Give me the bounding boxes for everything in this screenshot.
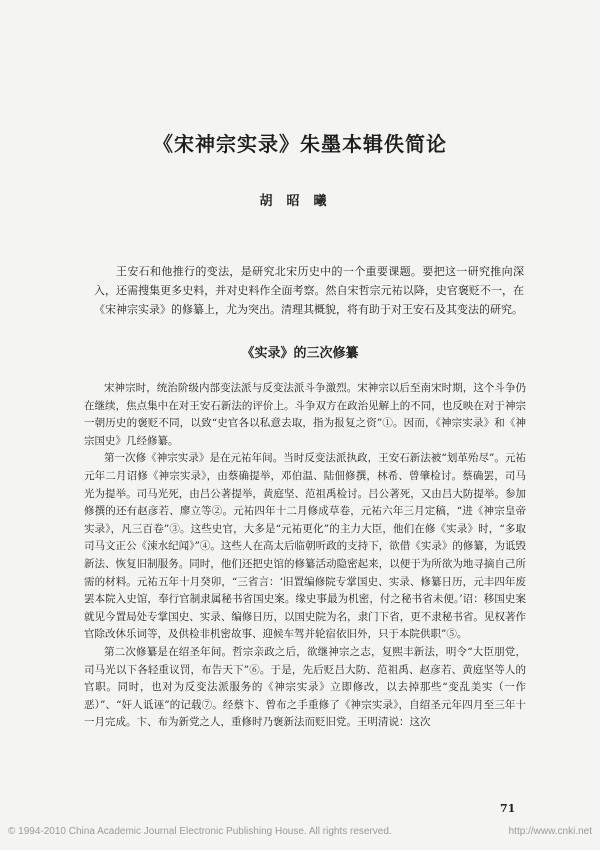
article-title: 《宋神宗实录》朱墨本辑佚简论 <box>153 132 447 156</box>
article-body <box>84 380 526 732</box>
section-heading: 《实录》的三次修纂 <box>241 346 359 361</box>
body-paragraph: 宋神宗时，统治阶级内部变法派与反变法派斗争激烈。宋神宗以后至南宋时期，这个斗争仍在继续，焦点集中在对王安石新法的评价上。斗争双方在政治见解上的不同，也反映在对于神宗一朝历史的褒贬不同，以致“史官各以私意去取，指为报复之资”①。因而，《神宗实录》和《神宗国史》几经修纂。 <box>84 382 526 447</box>
abstract-text: 王安石和他推行的变法，是研究北宋历史中的一个重要课题。要把这一研究推向深入，还需搜集更多史料，并对史料作全面考察。然自宋哲宗元祐以降，史官褒贬不一，在《宋神宗实录》的修纂上，尤为突出。清理其概貌，将有助于对王安石及其变法的研究。 <box>94 265 524 316</box>
copyright-notice: © 1994-2010 China Academic Journal Electronic Publishing House. All rights reserved. <box>8 826 392 837</box>
footer <box>8 826 592 837</box>
page-number: 71 <box>500 802 516 815</box>
article-author: 胡昭曦 <box>259 194 341 209</box>
footer-url[interactable]: http://www.cnki.net <box>508 826 592 837</box>
abstract <box>94 262 524 319</box>
body-paragraph: 第二次修纂是在绍圣年间。哲宗亲政之后，欲继神宗之志，复熙丰新法，明令“大臣朋党，司马光以下各轻重议罚，布告天下”⑥。于是，先后贬吕大防、范祖禹、赵彦若、黄庭坚等人的官职。同时，也对为反变法派服务的《神宗实录》立即修改，以去掉那些“变乱美实（一作恶）”、“奸人诋诬”的记载⑦。经蔡卞、曾布之手重修了《神宗实录》，自绍圣元年四月至三年十一月完成。卞、布为新党之人，重修时乃褒新法而贬旧党。王明清说：这次 <box>84 645 526 729</box>
body-paragraph: 第一次修《神宗实录》是在元祐年间。当时反变法派执政，王安石新法被“划革殆尽”。元祐元年二月诏修《神宗实录》，由蔡确提举，邓伯温、陆佃修撰，林希、曾肇检讨。蔡确罢，司马光为提举。司马光死，由吕公著提举，黄庭坚、范祖禹检讨。吕公著死，又由吕大防提举。参加修撰的还有赵彦若、廖立等②。元祐四年十二月修成草卷，元祐六年三月定稿，“进《神宗皇帝实录》，凡三百卷”③。这些史官，大多是“元祐更化”的主力大臣，他们在修《实录》时，“多取司马文正公《涑水纪闻》”④。这些人在高太后临朝听政的支持下，欲借《实录》的修纂，为诋毁新法、恢复旧制服务。同时，他们还把史馆的修纂活动隐密起来，以便于为所欲为地寻摘自己所需的材料。元祐五年十月癸卯，“三省言：‘旧置编修院专掌国史、实录、修纂日历，元丰四年废罢本院入史馆，奉行官制隶属秘书省国史案。缘史事最为机密，付之秘书省未便。’诏：移国史案就见今置局处专掌国史、实录、编修日历，以国史院为名，隶门下省，更不隶秘书省。见权著作官除改休乐词等，及供检非机密故事、迎候车驾并轮宿依旧外，只于本院供职”⑤。 <box>84 452 526 641</box>
